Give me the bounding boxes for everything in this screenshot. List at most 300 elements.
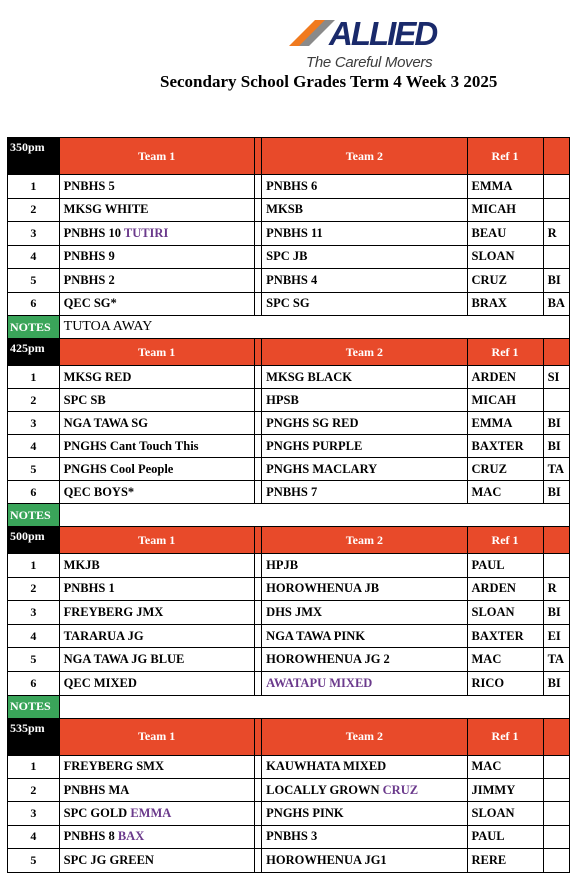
ref1-cell-text: MICAH xyxy=(471,392,516,407)
ref2-cell xyxy=(543,755,569,778)
col-team1-header-text: Team 1 xyxy=(137,344,176,359)
team1-cell xyxy=(59,292,254,316)
team1-cell-text: MKJB xyxy=(63,557,100,572)
team2-cell-text: PNGHS PURPLE xyxy=(266,438,363,453)
ref1-cell-text: MAC xyxy=(471,759,502,774)
team1-cell xyxy=(59,849,254,872)
team1-cell-text: PNGHS Cant Touch This xyxy=(63,438,199,453)
col-ref1-header xyxy=(467,138,543,175)
game-number-text: 4 xyxy=(30,628,37,643)
team2-cell-text: PNGHS SG RED xyxy=(266,415,359,430)
ref1-cell-text: SLOAN xyxy=(471,249,515,264)
game-number-text: 5 xyxy=(30,272,37,287)
ref2-cell-text: SI xyxy=(547,369,560,384)
game-number-text: 2 xyxy=(30,392,37,407)
team1-cell-text: MKSG RED xyxy=(63,369,132,384)
game-number xyxy=(8,269,60,293)
team2-cell xyxy=(262,755,467,778)
game-number-text: 5 xyxy=(30,852,37,867)
ref1-cell-text: MICAH xyxy=(471,202,516,217)
team1-cell xyxy=(59,802,254,825)
page-title: Secondary School Grades Term 4 Week 3 2025 xyxy=(160,72,498,91)
ref1-cell-text: MAC xyxy=(471,652,502,667)
ref2-cell xyxy=(543,458,569,481)
game-number xyxy=(8,481,60,504)
team1-cell-text: FREYBERG SMX xyxy=(63,759,164,774)
team1-cell-highlight: BAX xyxy=(114,829,145,844)
game-number-text: 1 xyxy=(30,178,37,193)
ref2-cell-text: EI xyxy=(547,628,561,643)
gap-cell xyxy=(254,245,262,269)
ref1-cell-text: BAXTER xyxy=(471,628,524,643)
col-gap-header xyxy=(254,138,262,175)
team2-cell-text: SPC SG xyxy=(266,296,310,311)
ref1-cell xyxy=(467,778,543,801)
game-row xyxy=(8,269,570,293)
game-number xyxy=(8,198,60,222)
ref2-cell xyxy=(543,849,569,872)
team2-cell xyxy=(262,778,467,801)
gap-cell xyxy=(254,755,262,778)
ref2-cell xyxy=(543,648,569,672)
col-gap-header xyxy=(254,527,262,554)
team2-cell xyxy=(262,175,467,199)
slot-time xyxy=(8,138,60,175)
ref2-cell xyxy=(543,412,569,435)
col-ref1-header-text: Ref 1 xyxy=(491,532,519,547)
team2-cell xyxy=(262,802,467,825)
team2-cell xyxy=(262,222,467,246)
ref1-cell xyxy=(467,755,543,778)
game-number xyxy=(8,389,60,412)
team2-cell xyxy=(262,481,467,504)
game-number xyxy=(8,412,60,435)
notes-text xyxy=(59,504,569,527)
col-team2-header xyxy=(262,718,467,755)
game-row xyxy=(8,648,570,672)
gap-cell xyxy=(254,435,262,458)
ref2-cell xyxy=(543,825,569,848)
notes-label xyxy=(8,316,60,339)
team1-cell-text: SPC JG GREEN xyxy=(63,852,154,867)
gap-cell xyxy=(254,366,262,389)
team1-cell xyxy=(59,412,254,435)
brand-wordmark: ALLIED xyxy=(329,15,437,52)
team1-cell xyxy=(59,778,254,801)
team1-cell xyxy=(59,825,254,848)
game-number xyxy=(8,802,60,825)
team1-cell-text: QEC SG* xyxy=(63,296,117,311)
game-number-text: 1 xyxy=(30,369,37,384)
col-ref1-header-text: Ref 1 xyxy=(491,344,519,359)
ref1-cell-text: CRUZ xyxy=(471,272,507,287)
ref2-cell xyxy=(543,577,569,601)
ref2-cell-text: BI xyxy=(547,675,561,690)
slot-time xyxy=(8,339,60,366)
ref2-cell xyxy=(543,624,569,648)
team2-cell-highlight: CRUZ xyxy=(379,782,419,797)
team2-cell xyxy=(262,849,467,872)
ref1-cell xyxy=(467,458,543,481)
ref2-cell xyxy=(543,198,569,222)
team2-cell xyxy=(262,601,467,625)
schedule-table xyxy=(7,137,570,873)
team1-cell xyxy=(59,481,254,504)
gap-cell xyxy=(254,802,262,825)
ref2-cell-text: BI xyxy=(547,484,561,499)
team1-cell-text: FREYBERG JMX xyxy=(63,604,164,619)
ref1-cell-text: SLOAN xyxy=(471,806,515,821)
team2-cell-text: NGA TAWA PINK xyxy=(266,628,366,643)
ref2-cell xyxy=(543,481,569,504)
notes-label xyxy=(8,504,60,527)
ref2-cell xyxy=(543,802,569,825)
game-number xyxy=(8,778,60,801)
game-number xyxy=(8,245,60,269)
ref1-cell xyxy=(467,389,543,412)
team1-cell xyxy=(59,648,254,672)
team1-cell xyxy=(59,245,254,269)
team2-cell xyxy=(262,269,467,293)
team2-cell-text: HOROWHENUA JG1 xyxy=(266,852,387,867)
ref1-cell xyxy=(467,198,543,222)
game-number xyxy=(8,292,60,316)
ref2-cell xyxy=(543,554,569,578)
col-ref1-header xyxy=(467,527,543,554)
team2-cell-text: PNGHS PINK xyxy=(266,806,344,821)
col-team2-header xyxy=(262,138,467,175)
team2-cell-text: HPSB xyxy=(266,392,299,407)
notes-label-text: NOTES xyxy=(10,699,51,714)
game-number xyxy=(8,648,60,672)
gap-cell xyxy=(254,175,262,199)
game-number xyxy=(8,849,60,872)
game-number-text: 5 xyxy=(30,461,37,476)
ref1-cell xyxy=(467,292,543,316)
team2-cell xyxy=(262,825,467,848)
team1-cell-text: PNGHS Cool People xyxy=(63,461,174,476)
ref1-cell xyxy=(467,577,543,601)
col-team2-header xyxy=(262,527,467,554)
slot-time xyxy=(8,527,60,554)
ref2-cell xyxy=(543,292,569,316)
notes-label-text: NOTES xyxy=(10,319,51,334)
slot-header-row xyxy=(8,718,570,755)
team1-cell xyxy=(59,366,254,389)
team1-cell-text: PNBHS 9 xyxy=(63,249,115,264)
team2-cell xyxy=(262,366,467,389)
team1-cell-text: PNBHS 5 xyxy=(63,178,115,193)
game-number-text: 2 xyxy=(30,581,37,596)
ref2-cell-text: TA xyxy=(547,461,565,476)
ref2-cell xyxy=(543,778,569,801)
team1-cell-text: SPC SB xyxy=(63,392,106,407)
team2-cell xyxy=(262,389,467,412)
ref2-cell xyxy=(543,175,569,199)
ref1-cell-text: CRUZ xyxy=(471,461,507,476)
game-number-text: 6 xyxy=(30,296,37,311)
game-row xyxy=(8,577,570,601)
game-row xyxy=(8,198,570,222)
gap-cell xyxy=(254,577,262,601)
col-ref2-header xyxy=(543,527,569,554)
ref1-cell xyxy=(467,412,543,435)
game-number-text: 5 xyxy=(30,652,37,667)
game-row xyxy=(8,292,570,316)
team2-cell xyxy=(262,648,467,672)
team1-cell xyxy=(59,435,254,458)
game-row xyxy=(8,389,570,412)
gap-cell xyxy=(254,554,262,578)
col-team2-header-text: Team 2 xyxy=(345,729,383,744)
ref1-cell-text: ARDEN xyxy=(471,581,516,596)
ref1-cell-text: RERE xyxy=(471,852,507,867)
ref1-cell-text: EMMA xyxy=(471,415,513,430)
team1-cell-text: NGA TAWA JG BLUE xyxy=(63,652,185,667)
game-number-text: 2 xyxy=(30,782,37,797)
team2-cell-text: LOCALLY GROWN xyxy=(266,782,380,797)
team2-cell xyxy=(262,435,467,458)
game-number xyxy=(8,175,60,199)
notes-row xyxy=(8,316,570,339)
team1-cell xyxy=(59,577,254,601)
team2-cell xyxy=(262,198,467,222)
ref1-cell xyxy=(467,481,543,504)
team1-cell-text: PNBHS 2 xyxy=(63,272,115,287)
col-team1-header xyxy=(59,527,254,554)
team1-cell-text: SPC GOLD xyxy=(63,806,128,821)
ref1-cell xyxy=(467,245,543,269)
team2-cell xyxy=(262,577,467,601)
ref1-cell xyxy=(467,554,543,578)
notes-text-text: TUTOA AWAY xyxy=(63,319,153,334)
col-ref1-header xyxy=(467,339,543,366)
ref1-cell-text: PAUL xyxy=(471,557,505,572)
col-ref2-header xyxy=(543,138,569,175)
team1-cell-highlight: EMMA xyxy=(127,806,172,821)
team2-cell xyxy=(262,292,467,316)
game-row xyxy=(8,458,570,481)
col-ref2-header xyxy=(543,718,569,755)
game-row xyxy=(8,802,570,825)
team1-cell xyxy=(59,222,254,246)
slot-time-text: 350pm xyxy=(10,140,45,154)
game-row xyxy=(8,671,570,695)
col-ref1-header xyxy=(467,718,543,755)
gap-cell xyxy=(254,292,262,316)
ref2-cell-text: R xyxy=(547,225,557,240)
game-number xyxy=(8,222,60,246)
col-team1-header xyxy=(59,138,254,175)
game-row xyxy=(8,245,570,269)
notes-text xyxy=(59,316,569,339)
team2-cell-text: PNBHS 4 xyxy=(266,272,318,287)
col-team1-header-text: Team 1 xyxy=(137,532,176,547)
game-row xyxy=(8,849,570,872)
team2-cell-text: MKSB xyxy=(266,202,303,217)
team2-cell xyxy=(262,624,467,648)
ref1-cell-text: JIMMY xyxy=(471,782,516,797)
ref2-cell-text: R xyxy=(547,581,557,596)
game-number xyxy=(8,435,60,458)
ref1-cell xyxy=(467,269,543,293)
team2-cell xyxy=(262,554,467,578)
ref2-cell-text: BI xyxy=(547,438,561,453)
team1-cell xyxy=(59,175,254,199)
col-ref2-header xyxy=(543,339,569,366)
col-team1-header xyxy=(59,339,254,366)
ref1-cell-text: EMMA xyxy=(471,178,513,193)
team2-cell-text: PNGHS MACLARY xyxy=(266,461,378,476)
game-row xyxy=(8,601,570,625)
ref1-cell xyxy=(467,435,543,458)
team1-cell xyxy=(59,671,254,695)
team2-cell xyxy=(262,412,467,435)
game-number-text: 4 xyxy=(30,438,37,453)
ref1-cell-text: BAXTER xyxy=(471,438,524,453)
ref1-cell xyxy=(467,366,543,389)
team1-cell-text: TARARUA JG xyxy=(63,628,144,643)
team1-cell-text: PNBHS 10 xyxy=(63,225,121,240)
team1-cell xyxy=(59,389,254,412)
gap-cell xyxy=(254,481,262,504)
ref2-cell xyxy=(543,435,569,458)
col-team2-header xyxy=(262,339,467,366)
col-team2-header-text: Team 2 xyxy=(345,148,383,163)
team1-cell-text: NGA TAWA SG xyxy=(63,415,148,430)
slot-time-text: 535pm xyxy=(10,720,45,735)
game-number xyxy=(8,366,60,389)
team2-cell-text: HPJB xyxy=(266,557,299,572)
game-row xyxy=(8,778,570,801)
team1-cell-text: QEC BOYS* xyxy=(63,484,135,499)
team1-cell xyxy=(59,755,254,778)
col-team1-header xyxy=(59,718,254,755)
gap-cell xyxy=(254,648,262,672)
game-number xyxy=(8,601,60,625)
game-row xyxy=(8,755,570,778)
team2-cell-text: PNBHS 7 xyxy=(266,484,318,499)
game-number-text: 4 xyxy=(30,829,37,844)
slot-time xyxy=(8,718,60,755)
team2-cell-text: PNBHS 6 xyxy=(266,178,318,193)
team1-cell xyxy=(59,554,254,578)
game-number-text: 6 xyxy=(30,484,37,499)
ref1-cell xyxy=(467,671,543,695)
ref1-cell-text: BRAX xyxy=(471,296,507,311)
ref1-cell xyxy=(467,175,543,199)
col-team1-header-text: Team 1 xyxy=(137,148,176,163)
ref1-cell xyxy=(467,648,543,672)
col-gap-header xyxy=(254,718,262,755)
team2-cell-text: PNBHS 11 xyxy=(266,225,323,240)
gap-cell xyxy=(254,849,262,872)
gap-cell xyxy=(254,601,262,625)
team1-cell xyxy=(59,269,254,293)
ref1-cell-text: MAC xyxy=(471,484,502,499)
game-number-text: 3 xyxy=(30,415,37,430)
ref1-cell xyxy=(467,624,543,648)
col-gap-header xyxy=(254,339,262,366)
brand-tagline: The Careful Movers xyxy=(306,54,433,71)
slot-header-row xyxy=(8,527,570,554)
ref1-cell xyxy=(467,802,543,825)
col-ref1-header-text: Ref 1 xyxy=(491,729,519,744)
team2-cell-text: AWATAPU MIXED xyxy=(266,675,373,690)
team1-cell xyxy=(59,601,254,625)
game-number xyxy=(8,825,60,848)
slot-time-text: 500pm xyxy=(10,529,45,543)
game-row xyxy=(8,624,570,648)
ref2-cell xyxy=(543,245,569,269)
team1-cell xyxy=(59,458,254,481)
ref2-cell xyxy=(543,601,569,625)
notes-label xyxy=(8,695,60,718)
team1-cell-text: PNBHS 8 xyxy=(63,829,115,844)
gap-cell xyxy=(254,624,262,648)
notes-label-text: NOTES xyxy=(10,507,51,522)
game-number-text: 1 xyxy=(30,759,37,774)
ref2-cell-text: BI xyxy=(547,604,561,619)
team2-cell-text: DHS JMX xyxy=(266,604,323,619)
col-ref1-header-text: Ref 1 xyxy=(491,148,519,163)
gap-cell xyxy=(254,458,262,481)
col-team1-header-text: Team 1 xyxy=(137,729,176,744)
ref2-cell xyxy=(543,671,569,695)
game-number xyxy=(8,458,60,481)
ref2-cell-text: BI xyxy=(547,272,561,287)
gap-cell xyxy=(254,825,262,848)
game-number-text: 4 xyxy=(30,249,37,264)
team2-cell-text: HOROWHENUA JG 2 xyxy=(266,652,390,667)
ref1-cell-text: BEAU xyxy=(471,225,507,240)
game-number-text: 6 xyxy=(30,675,37,690)
slot-time-text: 425pm xyxy=(10,341,45,355)
slot-header-row xyxy=(8,339,570,366)
game-row xyxy=(8,825,570,848)
ref1-cell-text: ARDEN xyxy=(471,369,516,384)
team2-cell xyxy=(262,458,467,481)
ref1-cell-text: PAUL xyxy=(471,829,505,844)
gap-cell xyxy=(254,778,262,801)
team1-cell-highlight: TUTIRI xyxy=(120,225,169,240)
ref2-cell-text: BA xyxy=(547,296,565,311)
ref1-cell-text: SLOAN xyxy=(471,604,515,619)
game-row xyxy=(8,412,570,435)
col-team2-header-text: Team 2 xyxy=(345,344,383,359)
game-number-text: 3 xyxy=(30,604,37,619)
game-row xyxy=(8,222,570,246)
team2-cell-text: KAUWHATA MIXED xyxy=(266,759,387,774)
game-row xyxy=(8,481,570,504)
gap-cell xyxy=(254,389,262,412)
team1-cell-text: MKSG WHITE xyxy=(63,202,149,217)
gap-cell xyxy=(254,198,262,222)
game-number xyxy=(8,671,60,695)
col-team2-header-text: Team 2 xyxy=(345,532,383,547)
notes-row xyxy=(8,504,570,527)
game-row xyxy=(8,366,570,389)
ref1-cell xyxy=(467,222,543,246)
ref2-cell xyxy=(543,269,569,293)
ref1-cell-text: RICO xyxy=(471,675,505,690)
game-number-text: 3 xyxy=(30,225,37,240)
slot-header-row xyxy=(8,138,570,175)
ref2-cell-text: BI xyxy=(547,415,561,430)
game-row xyxy=(8,175,570,199)
team1-cell xyxy=(59,198,254,222)
team1-cell-text: QEC MIXED xyxy=(63,675,137,690)
